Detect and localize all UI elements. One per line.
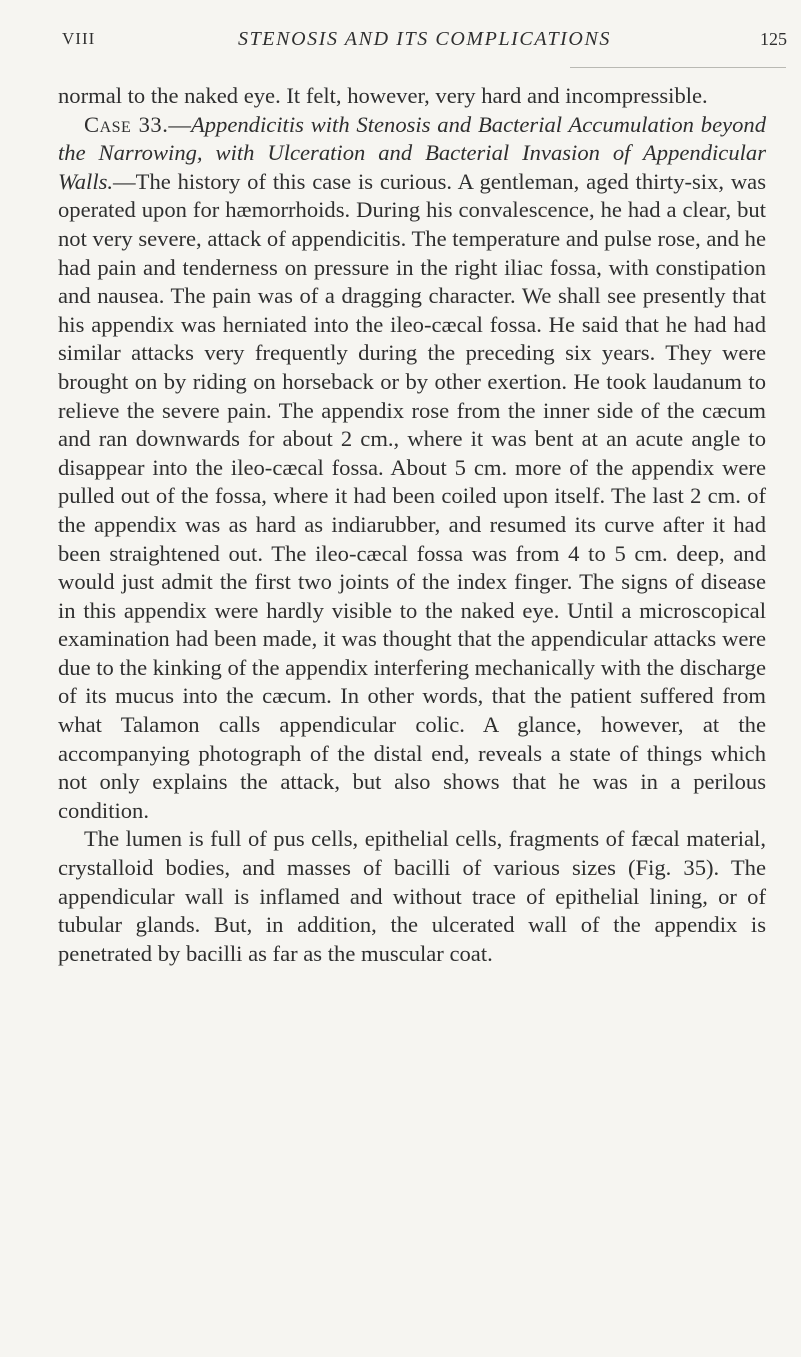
body-text — [58, 82, 766, 968]
header-rule — [570, 67, 786, 68]
chapter-title: STENOSIS AND ITS COMPLICATIONS — [237, 28, 612, 50]
case-dash: — — [168, 111, 191, 137]
case-label: Case 33. — [84, 111, 169, 137]
paragraph-continuation: normal to the naked eye. It felt, however, very hard and incompressible. — [58, 83, 708, 108]
findings-paragraph: The lumen is full of pus cells, epithelial cells, fragments of fæcal material, crystalloid bodies, and masses of bacilli of various sizes (Fig. 35). The appendicular wall is inflamed and without trace of epithelial lining, or of tubular glands. But, in addition, the ulcerated wall of the appendix is penetrated by bacilli as far as the muscular coat. — [58, 826, 766, 966]
chapter-number: VIII — [62, 29, 96, 48]
running-head — [62, 29, 787, 59]
case-paragraph — [58, 111, 766, 826]
page-number: 125 — [760, 29, 787, 49]
case-text: —The history of this case is curious. A gentleman, aged thirty-six, was operated upon for hæmorrhoids. During his convalescence, he had a clear, but not very severe, attack of appendicitis. The temperature and pulse rose, and he had pain and tenderness on pressure in the right iliac fossa, with constipation and nausea. The pain was of a dragging character. We shall see presently that his appendix was herniated into the ileo-cæcal fossa. He said that he had had similar attacks very frequently during the preceding six years. They were brought on by riding on horseback or by other exertion. He took laudanum to relieve the severe pain. The appendix rose from the inner side of the cæcum and ran downwards for about 2 cm., where it was bent at an acute angle to disappear into the ileo-cæcal fossa. About 5 cm. more of the appendix were pulled out of the fossa, where it had been coiled upon itself. The last 2 cm. of the appendix was as hard as indiarubber, and resumed its curve after it had been straightened out. The ileo-cæcal fossa was from 4 to 5 cm. deep, and would just admit the first two joints of the index finger. The signs of disease in this appendix were hardly visible to the naked eye. Until a microscopical examination had been made, it was thought that the appendicular attacks were due to the kinking of the appendix interfering mechanically with the discharge of its mucus into the cæcum. In other words, that the patient suffered from what Talamon calls appendicular colic. A glance, however, at the accompanying photograph of the distal end, reveals a state of things which not only explains the attack, but also shows that he was in a perilous condition. — [58, 168, 766, 823]
case-title: Appendicitis with Stenosis and Bacterial Accumulation beyond the Narrowing, with Ulceration and Bacterial Invasion of Appendicular Walls. — [58, 111, 767, 194]
